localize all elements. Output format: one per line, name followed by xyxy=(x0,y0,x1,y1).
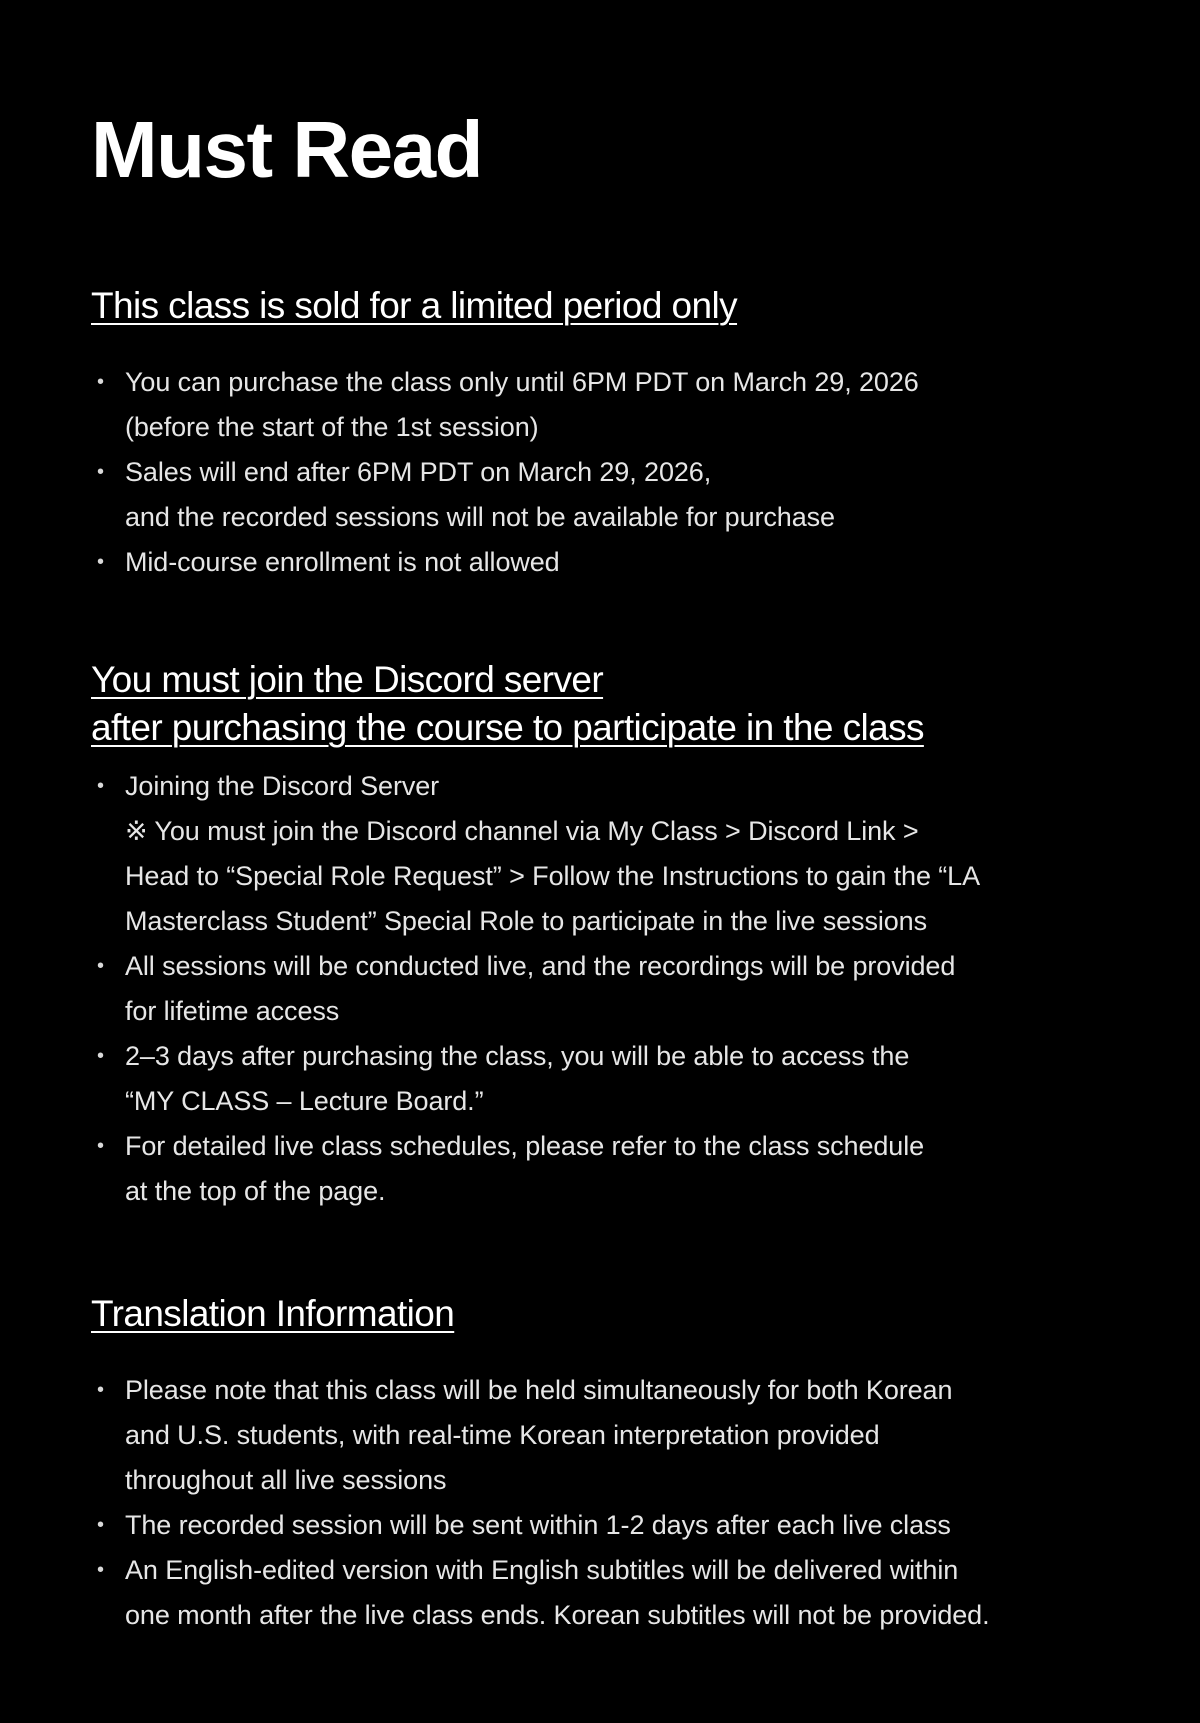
bullet-text-line: All sessions will be conducted live, and the recordings will be provided xyxy=(125,951,956,981)
list-item xyxy=(91,450,1140,540)
bullet-list xyxy=(91,1368,1140,1638)
heading-line: This class is sold for a limited period only xyxy=(91,285,738,326)
section-discord xyxy=(91,656,1140,1214)
section-heading xyxy=(91,656,1140,752)
bullet-text-line: throughout all live sessions xyxy=(125,1465,447,1495)
bullet-marker: • xyxy=(97,1135,104,1157)
bullet-marker: • xyxy=(97,461,104,483)
bullet-text-line: Head to “Special Role Request” > Follow the Instructions to gain the “LA xyxy=(125,861,981,891)
list-item xyxy=(91,360,1140,450)
bullet-text-line: for lifetime access xyxy=(125,996,340,1026)
bullet-marker: • xyxy=(97,551,104,573)
bullet-text-line: at the top of the page. xyxy=(125,1176,386,1206)
bullet-marker: • xyxy=(97,371,104,393)
bullet-text-line: Please note that this class will be held simultaneously for both Korean xyxy=(125,1375,953,1405)
bullet-marker: • xyxy=(97,775,104,797)
bullet-text-line: You can purchase the class only until 6PM PDT on March 29, 2026 xyxy=(125,367,919,397)
bullet-marker: • xyxy=(97,1559,104,1581)
bullet-text-line: (before the start of the 1st session) xyxy=(125,412,539,442)
bullet-text-line: and U.S. students, with real-time Korean interpretation provided xyxy=(125,1420,880,1450)
list-item xyxy=(91,764,1140,944)
bullet-text-line: Sales will end after 6PM PDT on March 29, 2026, xyxy=(125,457,712,487)
section-heading xyxy=(91,282,1140,330)
bullet-text-line: Masterclass Student” Special Role to participate in the live sessions xyxy=(125,906,927,936)
heading-line: Translation Information xyxy=(91,1293,455,1334)
bullet-marker: • xyxy=(97,1045,104,1067)
bullet-marker: • xyxy=(97,955,104,977)
bullet-marker: • xyxy=(97,1379,104,1401)
bullet-text-line: “MY CLASS – Lecture Board.” xyxy=(125,1086,484,1116)
bullet-text-line: and the recorded sessions will not be available for purchase xyxy=(125,502,835,532)
list-item xyxy=(91,1368,1140,1503)
list-item xyxy=(91,540,1140,585)
list-item xyxy=(91,1124,1140,1214)
bullet-text-line: For detailed live class schedules, please refer to the class schedule xyxy=(125,1131,925,1161)
bullet-list xyxy=(91,764,1140,1214)
heading-line: after purchasing the course to participate in the class xyxy=(91,707,924,748)
bullet-text-line: An English-edited version with English subtitles will be delivered within xyxy=(125,1555,959,1585)
heading-line: You must join the Discord server xyxy=(91,659,604,700)
bullet-text-line: The recorded session will be sent within 1-2 days after each live class xyxy=(125,1510,951,1540)
page-title: Must Read xyxy=(91,105,482,194)
list-item xyxy=(91,944,1140,1034)
bullet-marker: • xyxy=(97,1514,104,1536)
list-item xyxy=(91,1034,1140,1124)
bullet-text-line: 2–3 days after purchasing the class, you will be able to access the xyxy=(125,1041,910,1071)
bullet-text-line: Joining the Discord Server xyxy=(125,771,440,801)
section-translation xyxy=(91,1290,1140,1638)
section-heading xyxy=(91,1290,1140,1338)
bullet-text-line: ※ You must join the Discord channel via My Class > Discord Link > xyxy=(125,816,919,846)
bullet-list xyxy=(91,360,1140,585)
list-item xyxy=(91,1503,1140,1548)
section-limited-period xyxy=(91,282,1140,585)
list-item xyxy=(91,1548,1140,1638)
bullet-text-line: one month after the live class ends. Korean subtitles will not be provided. xyxy=(125,1600,990,1630)
bullet-text-line: Mid-course enrollment is not allowed xyxy=(125,547,560,577)
